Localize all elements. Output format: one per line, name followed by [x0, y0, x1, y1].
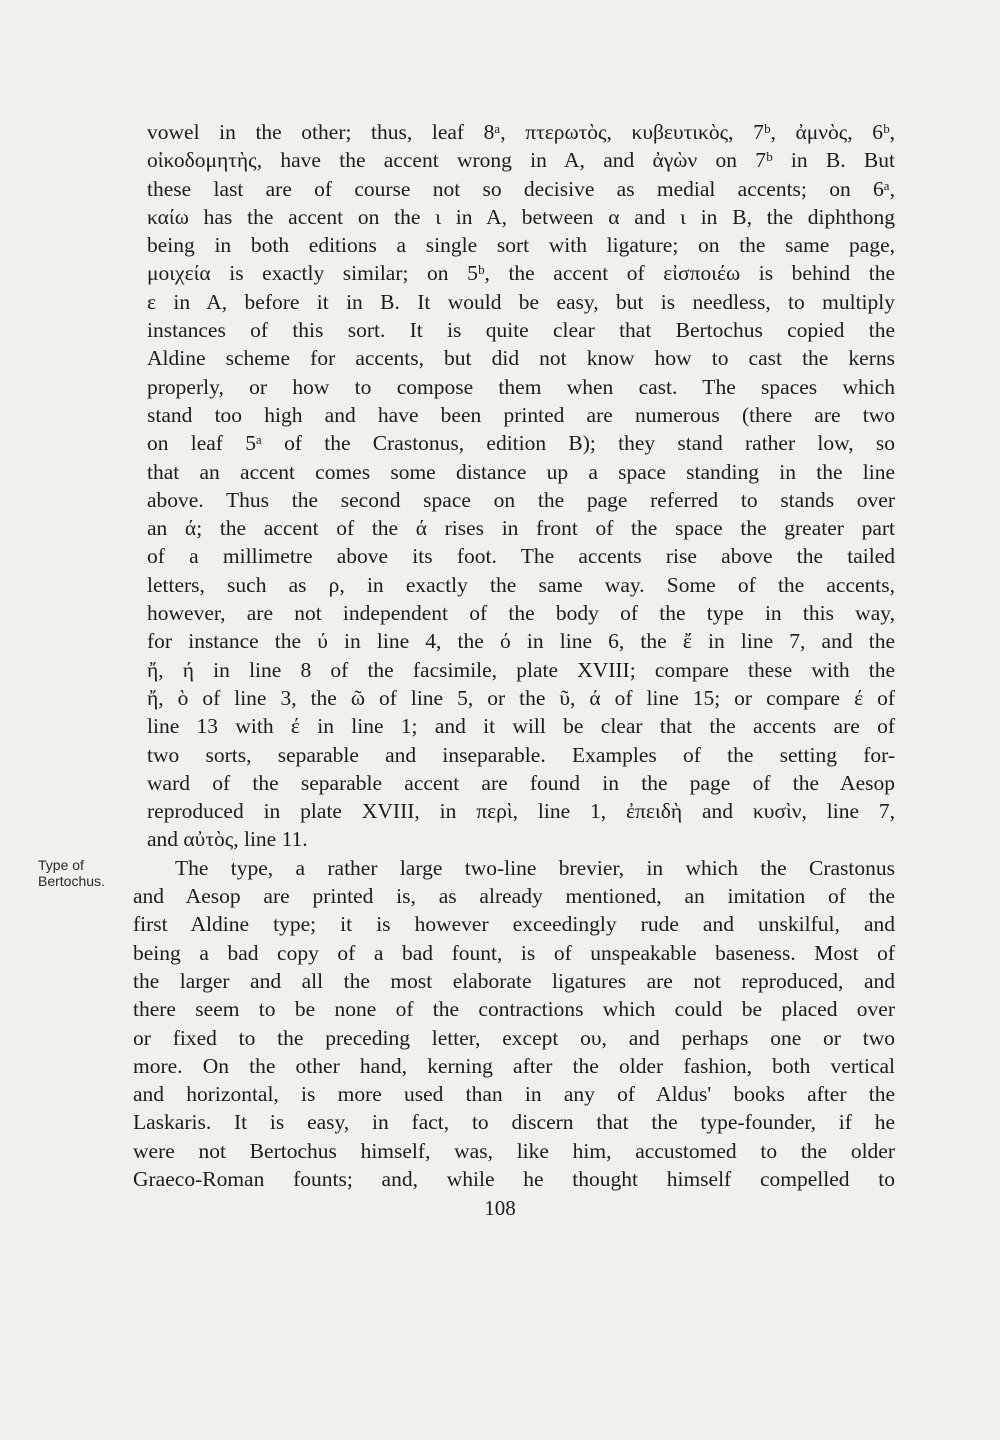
- text-line: and Aesop are printed is, as already mentioned, an imitation of the: [133, 884, 895, 909]
- text-line: reproduced in plate XVIII, in περὶ, line 1, ἐπειδὴ and κυσὶν, line 7,: [147, 799, 895, 824]
- body-text: [133, 118, 895, 1193]
- text-line: καίω has the accent on the ι in A, between α and ι in B, the diphthong: [147, 204, 895, 229]
- text-line: μοιχεία is exactly similar; on 5ᵇ, the accent of εἰσποιέω is behind the: [147, 261, 895, 286]
- marginal-note-line: Bertochus.: [38, 873, 105, 889]
- text-line: stand too high and have been printed are numerous (there are two: [147, 402, 895, 427]
- text-line: and αὐτὸς, line 11.: [147, 827, 308, 852]
- text-line: these last are of course not so decisive as medial accents; on 6ᵃ,: [147, 176, 895, 201]
- text-line: letters, such as ρ, in exactly the same way. Some of the accents,: [147, 572, 895, 597]
- text-line: there seem to be none of the contractions which could be placed over: [133, 997, 895, 1022]
- text-line: an ά; the accent of the ά rises in front of the space the greater part: [147, 516, 895, 541]
- text-line: above. Thus the second space on the page referred to stands over: [147, 487, 895, 512]
- text-line: line 13 with έ in line 1; and it will be clear that the accents are of: [147, 714, 895, 739]
- text-line: The type, a rather large two-line brevier, in which the Crastonus: [175, 855, 895, 880]
- text-line: however, are not independent of the body of the type in this way,: [147, 601, 895, 626]
- text-line: were not Bertochus himself, was, like him, accustomed to the older: [133, 1138, 895, 1163]
- text-line: or fixed to the preceding letter, except ου, and perhaps one or two: [133, 1025, 895, 1050]
- text-line: on leaf 5ᵃ of the Crastonus, edition B); they stand rather low, so: [147, 431, 895, 456]
- text-line: for instance the ύ in line 4, the ό in line 6, the ἔ in line 7, and the: [147, 629, 895, 654]
- text-line: Laskaris. It is easy, in fact, to discern that the type-founder, if he: [133, 1110, 895, 1135]
- text-line: being a bad copy of a bad fount, is of unspeakable baseness. Most of: [133, 940, 895, 965]
- text-line: that an accent comes some distance up a space standing in the line: [147, 459, 895, 484]
- marginal-note-line: Type of: [38, 857, 84, 873]
- text-line: vowel in the other; thus, leaf 8ᵃ, πτερωτὸς, κυβευτικὸς, 7ᵇ, ἀμνὸς, 6ᵇ,: [147, 120, 895, 144]
- text-line: first Aldine type; it is however exceedingly rude and unskilful, and: [133, 912, 895, 937]
- text-line: being in both editions a single sort with ligature; on the same page,: [147, 233, 895, 258]
- marginal-note: [38, 857, 138, 889]
- text-line: two sorts, separable and inseparable. Examples of the setting for-: [147, 742, 895, 767]
- text-line: the larger and all the most elaborate ligatures are not reproduced, and: [133, 968, 895, 993]
- text-line: οἰκοδομητὴς, have the accent wrong in A, and ἀγὼν on 7ᵇ in B. But: [147, 148, 895, 173]
- text-line: ἤ, ή in line 8 of the facsimile, plate XVIII; compare these with the: [147, 657, 895, 682]
- text-line: ε in A, before it in B. It would be easy, but is needless, to multiply: [147, 289, 895, 314]
- text-line: Aldine scheme for accents, but did not know how to cast the kerns: [147, 346, 895, 371]
- text-line: ward of the separable accent are found in the page of the Aesop: [147, 770, 895, 795]
- page-number: 108: [484, 1196, 516, 1220]
- text-line: properly, or how to compose them when cast. The spaces which: [147, 374, 895, 399]
- text-line: instances of this sort. It is quite clear that Bertochus copied the: [147, 318, 895, 343]
- text-line: Graeco-Roman founts; and, while he thought himself compelled to: [133, 1166, 895, 1191]
- text-line: of a millimetre above its foot. The accents rise above the tailed: [147, 544, 895, 569]
- text-line: ἤ, ὸ of line 3, the ῶ of line 5, or the ῦ, ά of line 15; or compare έ of: [147, 685, 895, 710]
- text-line: and horizontal, is more used than in any of Aldus' books after the: [133, 1082, 895, 1107]
- text-line: more. On the other hand, kerning after the older fashion, both vertical: [133, 1053, 895, 1078]
